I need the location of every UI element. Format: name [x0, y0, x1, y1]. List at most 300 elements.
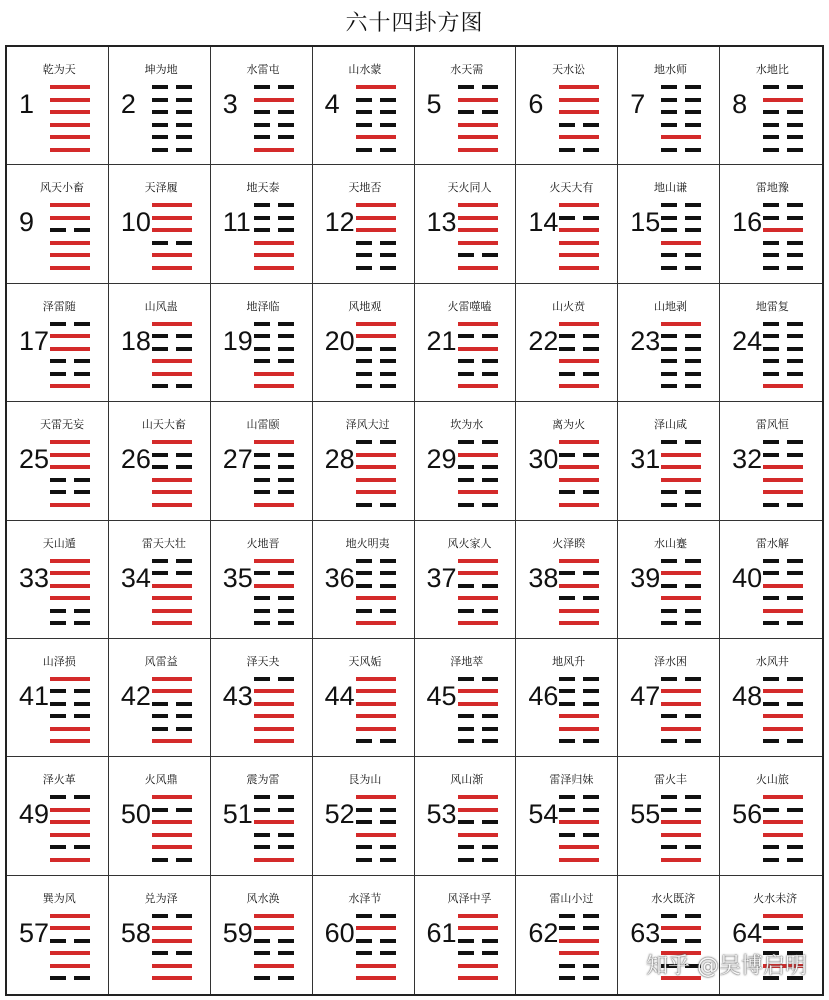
yang-line	[458, 596, 498, 600]
yin-line-segment	[661, 85, 677, 89]
yin-line-segment	[787, 739, 803, 743]
yang-line	[763, 98, 803, 102]
hexagram-name: 山水蒙	[348, 63, 382, 76]
yang-line	[458, 453, 498, 457]
hexagram-cell	[109, 284, 211, 402]
yang-line-segment	[559, 559, 599, 563]
hexagram-name: 山地剥	[654, 299, 687, 313]
yin-line	[356, 372, 396, 376]
yang-line	[254, 503, 294, 507]
yin-line-segment	[458, 820, 474, 824]
yin-line-segment	[559, 926, 575, 930]
yang-line-segment	[50, 465, 90, 469]
hexagram-number: 41	[19, 680, 50, 711]
yin-line-segment	[356, 110, 372, 114]
yang-line-segment	[50, 253, 90, 257]
yang-line-segment	[356, 465, 396, 469]
hexagram-number: 56	[732, 799, 763, 830]
hexagram-number: 47	[630, 680, 661, 711]
yin-line-segment	[787, 559, 803, 563]
hexagram-symbol	[50, 322, 90, 390]
yin-line	[763, 372, 803, 376]
yin-line-segment	[152, 98, 168, 102]
yang-line	[356, 465, 396, 469]
yin-line-segment	[482, 951, 498, 955]
yin-line-segment	[685, 559, 701, 563]
hexagram-cell	[415, 521, 517, 639]
yang-line	[356, 85, 396, 89]
yin-line	[50, 714, 90, 718]
yin-line	[152, 148, 192, 152]
yang-line-segment	[661, 727, 701, 731]
hexagram-number: 42	[120, 680, 151, 711]
hexagram-cell	[516, 165, 618, 283]
yin-line-segment	[152, 808, 168, 812]
yin-line-segment	[559, 976, 575, 980]
hexagram-symbol	[559, 322, 599, 390]
yang-line	[458, 964, 498, 968]
yin-line	[152, 727, 192, 731]
hexagram-cell	[516, 47, 618, 165]
yin-line-segment	[685, 795, 701, 799]
yang-line	[763, 689, 803, 693]
hexagram-symbol	[763, 795, 803, 863]
yin-line	[458, 372, 498, 376]
yin-line-segment	[74, 478, 90, 482]
yin-line	[356, 241, 396, 245]
hexagram-number: 44	[324, 680, 355, 711]
hexagram-cell	[313, 876, 415, 994]
hexagram-number: 39	[630, 562, 661, 593]
yin-line-segment	[458, 440, 474, 444]
yang-line-segment	[50, 739, 90, 743]
yin-line-segment	[763, 808, 779, 812]
yin-line	[458, 858, 498, 862]
yang-line-segment	[661, 833, 701, 837]
hexagram-cell	[211, 47, 313, 165]
yang-line-segment	[50, 347, 90, 351]
yin-line	[458, 845, 498, 849]
yin-line-segment	[176, 465, 192, 469]
yin-line	[763, 266, 803, 270]
yin-line-segment	[559, 453, 575, 457]
yin-line	[152, 334, 192, 338]
yang-line-segment	[356, 702, 396, 706]
yang-line	[50, 584, 90, 588]
yin-line	[50, 609, 90, 613]
yang-line	[152, 322, 192, 326]
yin-line	[50, 322, 90, 326]
yin-line-segment	[152, 334, 168, 338]
yang-line-segment	[458, 621, 498, 625]
hexagram-symbol	[254, 85, 294, 153]
yin-line-segment	[356, 820, 372, 824]
yang-line	[559, 110, 599, 114]
yang-line-segment	[152, 372, 192, 376]
hexagram-symbol	[559, 440, 599, 508]
yin-line-segment	[380, 384, 396, 388]
yang-line-segment	[559, 939, 599, 943]
yin-line-segment	[661, 440, 677, 444]
yang-line-segment	[356, 976, 396, 980]
yang-line-segment	[152, 322, 192, 326]
yin-line-segment	[685, 203, 701, 207]
yin-line-segment	[152, 914, 168, 918]
yin-line-segment	[50, 372, 66, 376]
yang-line-segment	[356, 714, 396, 718]
yin-line-segment	[380, 347, 396, 351]
hexagram-symbol	[661, 203, 701, 271]
yang-line	[254, 559, 294, 563]
yang-line	[559, 951, 599, 955]
hexagram-name: 雷地豫	[755, 181, 789, 195]
yin-line-segment	[356, 384, 372, 388]
hexagram-name: 地泽临	[246, 299, 280, 313]
yin-line	[559, 833, 599, 837]
yang-line	[254, 98, 294, 102]
yin-line-segment	[559, 702, 575, 706]
yang-line-segment	[559, 478, 599, 482]
yang-line	[458, 808, 498, 812]
yin-line-segment	[559, 347, 575, 351]
yin-line	[254, 571, 294, 575]
yin-line-segment	[787, 123, 803, 127]
yin-line-segment	[763, 571, 779, 575]
yang-line	[356, 714, 396, 718]
yin-line	[458, 503, 498, 507]
hexagram-number: 31	[630, 444, 661, 475]
yin-line-segment	[661, 808, 677, 812]
yang-line-segment	[254, 440, 294, 444]
yang-line-segment	[152, 845, 192, 849]
hexagram-number: 17	[19, 325, 50, 356]
yang-line	[661, 322, 701, 326]
yin-line-segment	[583, 571, 599, 575]
yang-line-segment	[50, 123, 90, 127]
yin-line	[661, 359, 701, 363]
yang-line-segment	[458, 228, 498, 232]
yang-line-segment	[763, 714, 803, 718]
yang-line-segment	[356, 795, 396, 799]
yin-line-segment	[356, 845, 372, 849]
yin-line	[661, 795, 701, 799]
yang-line-segment	[254, 503, 294, 507]
yin-line-segment	[74, 609, 90, 613]
hexagram-number: 22	[528, 325, 559, 356]
yin-line-segment	[661, 253, 677, 257]
hexagram-number: 55	[630, 799, 661, 830]
yin-line-segment	[685, 85, 701, 89]
hexagram-name: 天山遁	[42, 536, 76, 550]
yin-line	[661, 347, 701, 351]
yang-line	[559, 584, 599, 588]
yin-line-segment	[380, 123, 396, 127]
hexagram-cell	[109, 521, 211, 639]
yin-line-segment	[356, 241, 372, 245]
yang-line	[356, 453, 396, 457]
yin-line	[50, 845, 90, 849]
hexagram-number: 35	[222, 562, 253, 593]
yang-line	[763, 384, 803, 388]
yang-line	[152, 216, 192, 220]
yin-line-segment	[50, 976, 66, 980]
yang-line-segment	[152, 820, 192, 824]
yang-line-segment	[50, 926, 90, 930]
yang-line	[458, 216, 498, 220]
hexagram-name: 天泽履	[144, 181, 178, 195]
yang-line	[50, 808, 90, 812]
yin-line-segment	[763, 677, 779, 681]
yang-line-segment	[661, 465, 701, 469]
yin-line	[458, 939, 498, 943]
yin-line-segment	[254, 85, 270, 89]
hexagram-number: 28	[324, 444, 355, 475]
yin-line	[559, 334, 599, 338]
yin-line-segment	[482, 465, 498, 469]
yang-line	[50, 347, 90, 351]
yang-line	[152, 596, 192, 600]
yin-line-segment	[50, 795, 66, 799]
yin-line-segment	[482, 359, 498, 363]
yin-line	[763, 85, 803, 89]
yin-line	[763, 596, 803, 600]
yin-line-segment	[50, 939, 66, 943]
yin-line-segment	[254, 490, 270, 494]
yin-line-segment	[356, 739, 372, 743]
yang-line	[356, 926, 396, 930]
hexagram-number: 9	[19, 207, 35, 238]
hexagram-name: 兑为泽	[144, 891, 178, 905]
yin-line-segment	[176, 453, 192, 457]
hexagram-number: 54	[528, 799, 559, 830]
yin-line-segment	[152, 702, 168, 706]
yin-line-segment	[787, 203, 803, 207]
yin-line-segment	[583, 677, 599, 681]
yang-line	[356, 203, 396, 207]
yin-line-segment	[559, 372, 575, 376]
yang-line-segment	[254, 914, 294, 918]
yin-line-segment	[583, 833, 599, 837]
yang-line-segment	[356, 85, 396, 89]
yang-line-segment	[763, 465, 803, 469]
yin-line-segment	[583, 914, 599, 918]
yang-line	[458, 148, 498, 152]
hexagram-name: 泽风大过	[345, 418, 390, 432]
hexagram-number: 51	[222, 799, 253, 830]
yin-line-segment	[278, 334, 294, 338]
yang-line	[661, 926, 701, 930]
yang-line	[559, 85, 599, 89]
yin-line-segment	[763, 453, 779, 457]
hexagram-name: 火天大有	[549, 181, 594, 195]
hexagram-cell	[720, 284, 822, 402]
yang-line	[458, 571, 498, 575]
yin-line-segment	[278, 596, 294, 600]
yin-line-segment	[763, 596, 779, 600]
hexagram-cell	[211, 165, 313, 283]
yin-line	[50, 372, 90, 376]
yin-line-segment	[152, 571, 168, 575]
yin-line	[661, 584, 701, 588]
yang-line-segment	[356, 478, 396, 482]
yin-line	[458, 478, 498, 482]
hexagram-cell	[415, 757, 517, 875]
yin-line	[559, 739, 599, 743]
yin-line-segment	[661, 384, 677, 388]
hexagram-name: 火水未济	[753, 891, 798, 905]
yang-line-segment	[50, 964, 90, 968]
yang-line-segment	[152, 266, 192, 270]
hexagram-name: 水地比	[755, 63, 789, 76]
yang-line-segment	[356, 833, 396, 837]
yang-line	[763, 465, 803, 469]
yin-line-segment	[763, 739, 779, 743]
yin-line-segment	[661, 939, 677, 943]
yang-line	[559, 359, 599, 363]
yang-line	[254, 584, 294, 588]
yang-line	[50, 914, 90, 918]
yin-line-segment	[50, 228, 66, 232]
yang-line-segment	[458, 241, 498, 245]
yang-line-segment	[50, 384, 90, 388]
yang-line-segment	[763, 228, 803, 232]
yin-line-segment	[559, 490, 575, 494]
yin-line-segment	[458, 359, 474, 363]
yin-line	[763, 359, 803, 363]
yin-line-segment	[254, 845, 270, 849]
yin-line-segment	[661, 914, 677, 918]
yang-line	[559, 241, 599, 245]
yang-line	[50, 135, 90, 139]
yin-line	[356, 820, 396, 824]
yin-line	[559, 914, 599, 918]
hexagram-cell	[211, 521, 313, 639]
yang-line-segment	[254, 714, 294, 718]
yang-line-segment	[661, 241, 701, 245]
yang-line	[458, 914, 498, 918]
hexagram-symbol	[254, 677, 294, 745]
yin-line-segment	[254, 465, 270, 469]
yin-line-segment	[254, 808, 270, 812]
yin-line	[254, 845, 294, 849]
yin-line-segment	[176, 347, 192, 351]
yin-line	[661, 98, 701, 102]
hexagram-name: 地火明夷	[345, 536, 390, 550]
yin-line-segment	[685, 609, 701, 613]
yang-line	[152, 359, 192, 363]
yin-line	[559, 689, 599, 693]
hexagram-symbol	[559, 677, 599, 745]
yin-line-segment	[685, 228, 701, 232]
yin-line-segment	[356, 584, 372, 588]
yang-line	[152, 820, 192, 824]
yang-line	[254, 148, 294, 152]
yang-line-segment	[458, 322, 498, 326]
yang-line	[50, 559, 90, 563]
hexagram-name: 巽为风	[42, 891, 76, 905]
yin-line-segment	[559, 123, 575, 127]
yang-line-segment	[356, 621, 396, 625]
yin-line	[661, 845, 701, 849]
yin-line	[254, 596, 294, 600]
hexagram-number: 27	[222, 444, 253, 475]
yang-line-segment	[458, 833, 498, 837]
yin-line	[559, 596, 599, 600]
yin-line	[254, 123, 294, 127]
hexagram-number: 40	[732, 562, 763, 593]
yin-line-segment	[380, 241, 396, 245]
yin-line	[661, 490, 701, 494]
hexagram-cell	[313, 284, 415, 402]
yang-line-segment	[254, 98, 294, 102]
yin-line	[254, 951, 294, 955]
yin-line-segment	[152, 858, 168, 862]
yang-line	[661, 727, 701, 731]
hexagram-name: 泽地萃	[450, 654, 484, 668]
yin-line	[152, 571, 192, 575]
hexagram-symbol	[763, 85, 803, 153]
yang-line	[152, 503, 192, 507]
yin-line-segment	[176, 914, 192, 918]
yang-line-segment	[763, 689, 803, 693]
yin-line	[356, 858, 396, 862]
yin-line	[356, 559, 396, 563]
hexagram-symbol	[458, 440, 498, 508]
yin-line-segment	[356, 939, 372, 943]
yin-line-segment	[278, 322, 294, 326]
yin-line-segment	[356, 951, 372, 955]
yang-line	[356, 596, 396, 600]
hexagram-grid	[5, 45, 824, 996]
yang-line-segment	[458, 98, 498, 102]
yin-line	[763, 110, 803, 114]
yin-line-segment	[74, 702, 90, 706]
yin-line	[458, 739, 498, 743]
yin-line-segment	[661, 216, 677, 220]
yin-line-segment	[380, 808, 396, 812]
hexagram-cell	[516, 639, 618, 757]
hexagram-number: 61	[426, 917, 457, 948]
yang-line-segment	[152, 203, 192, 207]
yin-line-segment	[152, 85, 168, 89]
yang-line	[661, 820, 701, 824]
yang-line-segment	[50, 453, 90, 457]
yin-line-segment	[356, 571, 372, 575]
yin-line	[356, 609, 396, 613]
yin-line	[356, 914, 396, 918]
hexagram-name: 天雷无妄	[40, 418, 84, 432]
hexagram-name: 雷火丰	[654, 773, 687, 787]
hexagram-number: 6	[528, 89, 544, 119]
yin-line-segment	[254, 621, 270, 625]
yang-line	[152, 621, 192, 625]
yin-line	[356, 98, 396, 102]
yin-line-segment	[278, 135, 294, 139]
yang-line	[50, 85, 90, 89]
yin-line	[152, 858, 192, 862]
yin-line	[559, 372, 599, 376]
yang-line-segment	[763, 609, 803, 613]
yin-line-segment	[482, 677, 498, 681]
yin-line-segment	[458, 609, 474, 613]
yin-line	[458, 584, 498, 588]
yang-line	[50, 216, 90, 220]
yang-line	[50, 833, 90, 837]
yang-line	[356, 677, 396, 681]
yin-line-segment	[559, 914, 575, 918]
yin-line	[356, 347, 396, 351]
yang-line-segment	[661, 478, 701, 482]
